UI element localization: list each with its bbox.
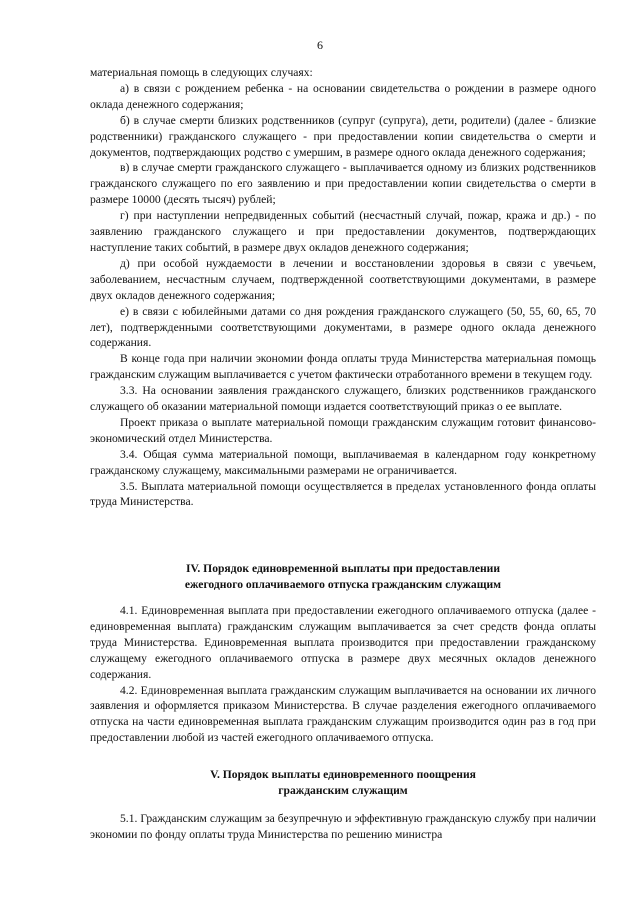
section-5-heading-line1: V. Порядок выплаты единовременного поощрения (210, 768, 476, 781)
item-v: в) в случае смерти гражданского служащего - выплачивается одному из близких родственников гражданского служащего по его заявлению и при предоставлении копии свидетельства о смерти в размере 10000 (десять тысяч) рублей; (90, 161, 596, 207)
section-4-heading-line2: ежегодного оплачиваемого отпуска гражданским служащим (184, 577, 502, 591)
section-4-heading-line1: IV. Порядок единовременной выплаты при предоставлении (185, 562, 501, 575)
paragraph-5-1: 5.1. Гражданским служащим за безупречную и эффективную гражданскую службу при наличии экономии по фонду оплаты труда Министерства по решению министра (90, 812, 596, 841)
paragraph-3-3: 3.3. На основании заявления гражданского служащего, близких родственников гражданского служащего об оказании материальной помощи издается соответствующий приказ о ее выплате. (90, 384, 596, 414)
order-draft-paragraph: Проект приказа о выплате материальной помощи гражданским служащим готовит финансово-экономический отдел Министерства. (90, 415, 596, 445)
year-end-paragraph: В конце года при наличии экономии фонда оплаты труда Министерства материальная помощь гражданским служащим выплачивается с учетом фактически отработанного времени в текущем году. (90, 352, 596, 382)
item-g: г) при наступлении непредвиденных событий (несчастный случай, пожар, кража и др.) - по заявлению гражданского служащего и при предоставлении документов, подтверждающих наступление таких событий, в размере двух окладов денежного содержания; (90, 209, 596, 254)
item-e: е) в связи с юбилейными датами со дня рождения гражданского служащего (50, 55, 60, 65, 70 лет), подтвержденными соответствующими документами, в размере одного оклада денежного содержания. (90, 304, 596, 350)
section-4-heading (90, 561, 596, 593)
section-5-heading (90, 767, 596, 799)
section-4-text (90, 603, 596, 746)
intro-line: материальная помощь в следующих случаях: (90, 66, 313, 79)
section-5-heading-line2: гражданским служащим (278, 783, 408, 797)
paragraph-4-1: 4.1. Единовременная выплата при предоставлении ежегодного оплачиваемого отпуска (далее - единовременная выплата) гражданским служащим выплачивается за счет средств фонда оплаты труда Министерства. Единовременная выплата производится при предоставлении гражданскому служащему ежегодного оплачиваемого отпуска в размере двух месячных окладов денежного содержания. (90, 604, 596, 681)
page-number: 6 (317, 38, 323, 52)
paragraph-3-5: 3.5. Выплата материальной помощи осуществляется в пределах установленного фонда оплаты труда Министерства. (90, 479, 596, 509)
paragraph-3-4: 3.4. Общая сумма материальной помощи, выплачиваемая в календарном году конкретному гражданскому служащему, максимальными размерами не ограничивается. (90, 447, 596, 477)
section-5-text (90, 811, 596, 843)
paragraph-4-2: 4.2. Единовременная выплата гражданским служащим выплачивается на основании их личного заявления и оформляется приказом Министерства. В случае разделения ежегодного оплачиваемого отпуска на части единовременная выплата гражданским служащим производится один раз в год при предоставлении любой из частей ежегодного оплачиваемого отпуска. (90, 683, 596, 745)
item-a: а) в связи с рождением ребенка - на основании свидетельства о рождении в размере одного оклада денежного содержания; (90, 81, 596, 111)
material-aid-text (90, 65, 596, 510)
item-b: б) в случае смерти близких родственников (супруг (супруга), дети, родители) (далее - близкие родственники) гражданского служащего - при предоставлении копии свидетельства о смерти и документов, подтверждающих родство с умершим, в размере одного оклада денежного содержания; (90, 113, 596, 159)
item-d: д) при особой нуждаемости в лечении и восстановлении здоровья в связи с увечьем, заболеванием, несчастным случаем, подтвержденной соответствующими документами, в размере двух окладов денежного содержания; (90, 256, 596, 302)
